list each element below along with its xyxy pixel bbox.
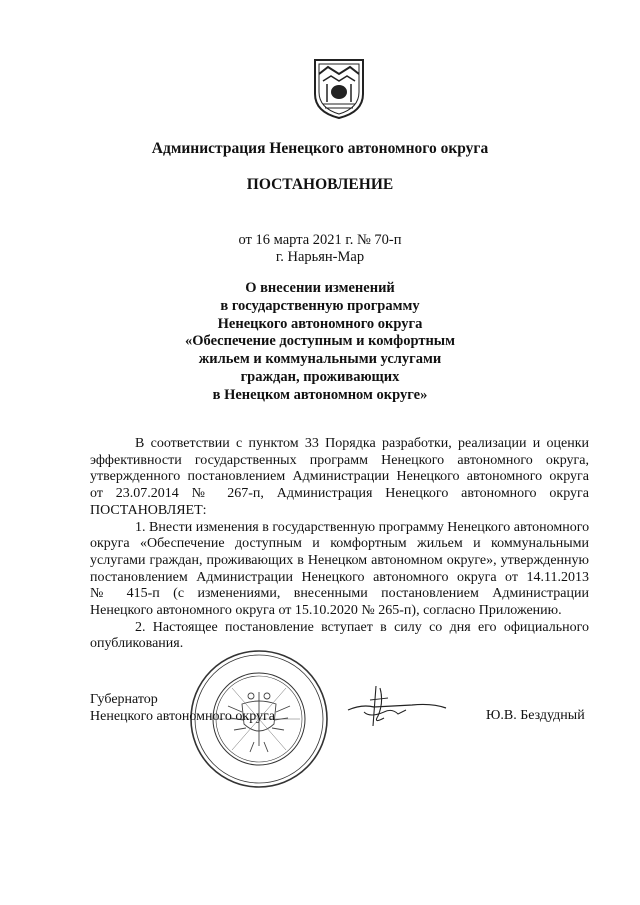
item2-line: 2. Настоящее постановление вступает в силу со дня его официального	[135, 619, 589, 635]
title-line: «Обеспечение доступным и комфортным	[184, 333, 455, 350]
organization-name: Администрация Ненецкого автономного округа	[151, 140, 489, 157]
handwritten-signature-icon	[340, 682, 450, 732]
title-line: в Ненецком автономном округе»	[212, 386, 428, 403]
document-date-number: от 16 марта 2021 г. № 70-п	[238, 232, 402, 248]
preamble-line: В соответствии с пунктом 33 Порядка разработки, реализации и оценки	[135, 436, 589, 451]
title-line: О внесении изменений	[245, 280, 395, 296]
title-line: граждан, проживающих	[240, 368, 400, 385]
title-line: в государственную программу	[220, 297, 420, 314]
item1-line: округа «Обеспечение доступным и комфортным жильем и коммунальными	[90, 536, 589, 552]
signatory-position-line: Ненецкого автономного округа	[90, 709, 275, 724]
preamble-line: утвержденного постановлением Администрации Ненецкого автономного округа	[90, 469, 589, 485]
item1-line: Ненецкого автономного округа от 15.10.2020 № 265-п), согласно Приложению.	[90, 603, 562, 619]
title-line: жильем и коммунальными услугами	[198, 351, 442, 368]
signatory-position-line: Губернатор	[90, 692, 158, 707]
item1-line: услугами граждан, проживающих в Ненецком автономном округе», утвержденную	[90, 552, 589, 568]
document-title	[0, 280, 640, 405]
item1-line: постановлением Администрации Ненецкого автономного округа от 14.11.2013	[90, 569, 589, 585]
document-type: ПОСТАНОВЛЕНИЕ	[246, 176, 394, 193]
preamble-line: эффективности государственных программ Ненецкого автономного округа,	[90, 452, 589, 468]
coat-of-arms-icon	[311, 54, 367, 120]
document-city: г. Нарьян-Мар	[275, 249, 365, 265]
item1-line: 1. Внести изменения в государственную программу Ненецкого автономного	[135, 519, 590, 535]
document-body	[90, 436, 589, 653]
title-line: Ненецкого автономного округа	[217, 315, 423, 332]
item2-line: опубликования.	[90, 636, 184, 652]
signatory-position	[90, 691, 275, 725]
preamble-line: ПОСТАНОВЛЯЕТ:	[90, 502, 207, 518]
preamble-line: от 23.07.2014 № 267-п, Администрация Ненецкого автономного округа	[90, 486, 589, 502]
item1-line: № 415-п (с изменениями, внесенными постановлением Администрации	[90, 586, 589, 602]
signatory-name: Ю.В. Бездудный	[486, 708, 585, 723]
